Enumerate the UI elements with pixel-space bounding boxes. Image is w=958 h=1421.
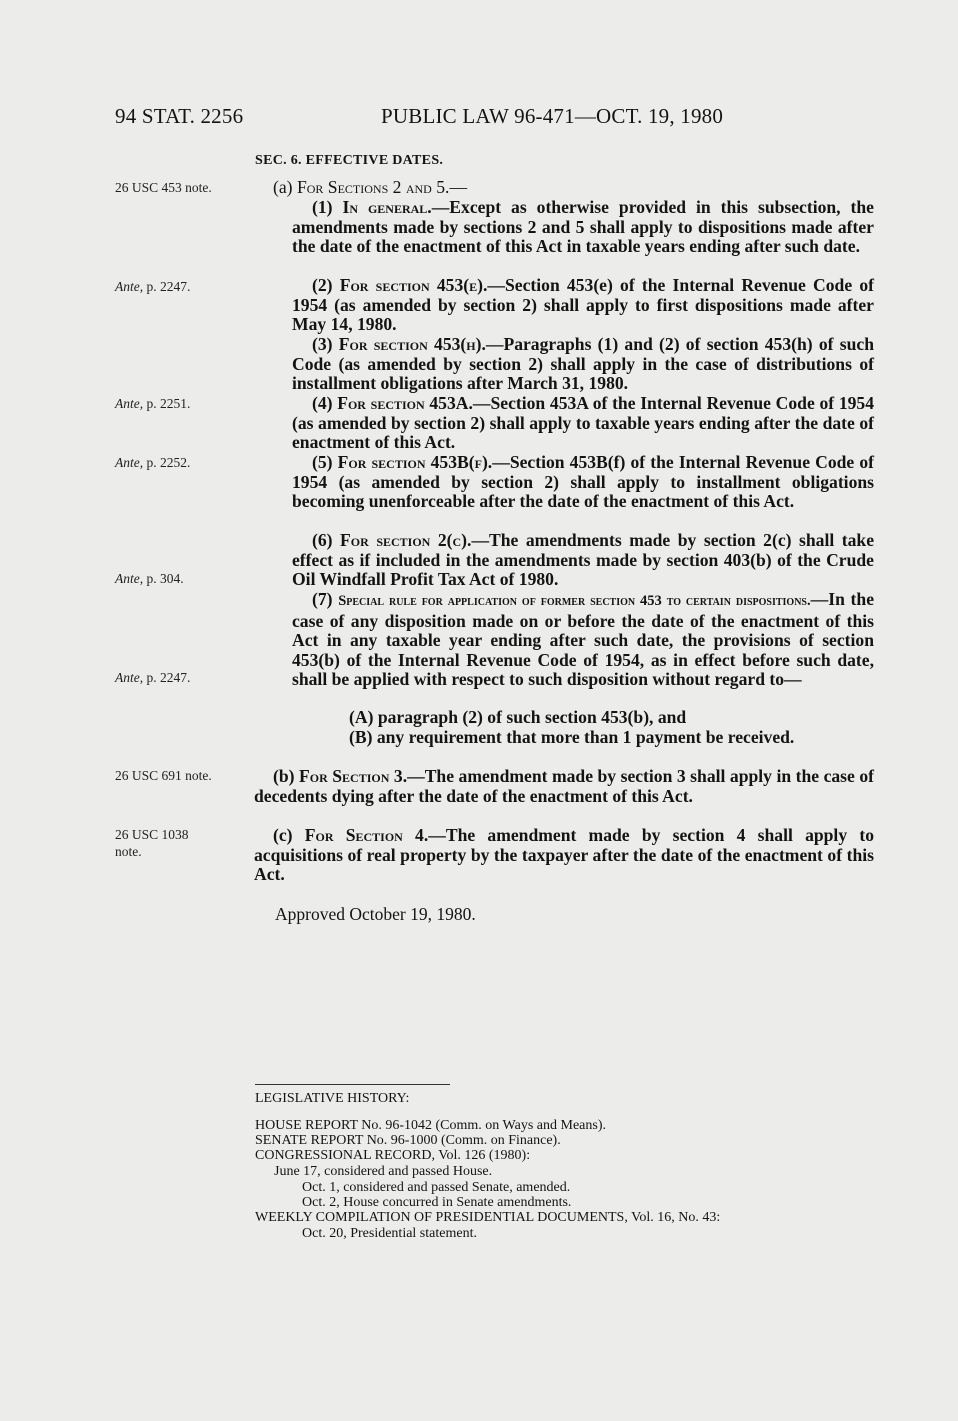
history-line: HOUSE REPORT No. 96-1042 (Comm. on Ways and Means). xyxy=(255,1118,607,1133)
paragraph-7: (7) Special rule for application of former section 453 to certain dispositions.—In the case of any disposition made on or before the date of the enactment of this Act in any taxable year ending after such date, the provisions of section 453(b) of the Internal Revenue Code of 1954, as in effect before such date, shall be applied with respect to such disposition without regard to— xyxy=(292,589,875,690)
paragraph-2: (2) For section 453(e).—Section 453(e) of the Internal Revenue Code of 1954 (as amended by section 2) shall apply to first dispositions made after May 14, 1980. xyxy=(292,275,874,335)
history-line: Oct. 1, considered and passed Senate, amended. xyxy=(302,1180,571,1195)
history-divider xyxy=(255,1084,450,1085)
margin-note-ante-2247b: Ante, p. 2247. xyxy=(115,670,191,685)
margin-note-ante-2252: Ante, p. 2252. xyxy=(115,455,191,470)
history-line: Oct. 2, House concurred in Senate amendments. xyxy=(302,1195,572,1210)
paragraph-3: (3) For section 453(h).—Paragraphs (1) and (2) of section 453(h) of such Code (as amended by section 2) shall apply in the case of distributions of installment obligations after March 31, 1980. xyxy=(292,334,874,394)
paragraph-5: (5) For section 453B(f).—Section 453B(f) of the Internal Revenue Code of 1954 (as amended by section 2) shall apply to installment obligations becoming unenforceable after the date of the enactment of this Act. xyxy=(292,452,874,512)
history-line: Oct. 20, Presidential statement. xyxy=(302,1226,477,1241)
margin-note-usc-1038: 26 USC 1038 xyxy=(115,827,189,842)
margin-note-ante-2247: Ante, p. 2247. xyxy=(115,279,191,294)
subsection-c: (c) For Section 4.—The amendment made by section 4 shall apply to acquisitions of real property by the taxpayer after the date of the enactment of this Act. xyxy=(254,825,874,885)
paragraph-6: (6) For section 2(c).—The amendments made by section 2(c) shall take effect as if included in the amendments made by section 403(b) of the Crude Oil Windfall Profit Tax Act of 1980. xyxy=(292,530,874,590)
subsection-a-heading: (a) For Sections 2 and 5.— xyxy=(273,177,468,197)
section-heading: SEC. 6. EFFECTIVE DATES. xyxy=(255,153,444,168)
subparagraph-b: (B) any requirement that more than 1 payment be received. xyxy=(349,727,795,747)
legislative-history-title: LEGISLATIVE HISTORY: xyxy=(255,1091,410,1106)
history-line: CONGRESSIONAL RECORD, Vol. 126 (1980): xyxy=(255,1148,531,1163)
history-line: SENATE REPORT No. 96-1000 (Comm. on Finance). xyxy=(255,1133,561,1148)
subsection-b: (b) For Section 3.—The amendment made by section 3 shall apply in the case of decedents dying after the date of the enactment of this Act. xyxy=(254,766,874,806)
margin-note-ante-304: Ante, p. 304. xyxy=(115,571,184,586)
margin-note-ante-2251: Ante, p. 2251. xyxy=(115,396,191,411)
paragraph-4: (4) For section 453A.—Section 453A of the Internal Revenue Code of 1954 (as amended by section 2) shall apply to taxable years ending after the date of enactment of this Act. xyxy=(292,393,875,453)
page-citation: 94 STAT. 2256 xyxy=(115,104,244,128)
history-line: June 17, considered and passed House. xyxy=(274,1164,493,1179)
margin-note-usc-1038-cont: note. xyxy=(115,844,142,859)
margin-note-usc-453: 26 USC 453 note. xyxy=(115,180,212,195)
margin-note-usc-691: 26 USC 691 note. xyxy=(115,768,212,783)
history-line: WEEKLY COMPILATION OF PRESIDENTIAL DOCUMENTS, Vol. 16, No. 43: xyxy=(255,1210,721,1225)
approval-date: Approved October 19, 1980. xyxy=(275,904,476,924)
paragraph-1: (1) In general.—Except as otherwise provided in this subsection, the amendments made by sections 2 and 5 shall apply to dispositions made after the date of the enactment of this Act in taxable years ending after such date. xyxy=(292,197,874,257)
running-head: PUBLIC LAW 96-471—OCT. 19, 1980 xyxy=(381,104,724,128)
subparagraph-a: (A) paragraph (2) of such section 453(b), and xyxy=(349,707,687,727)
